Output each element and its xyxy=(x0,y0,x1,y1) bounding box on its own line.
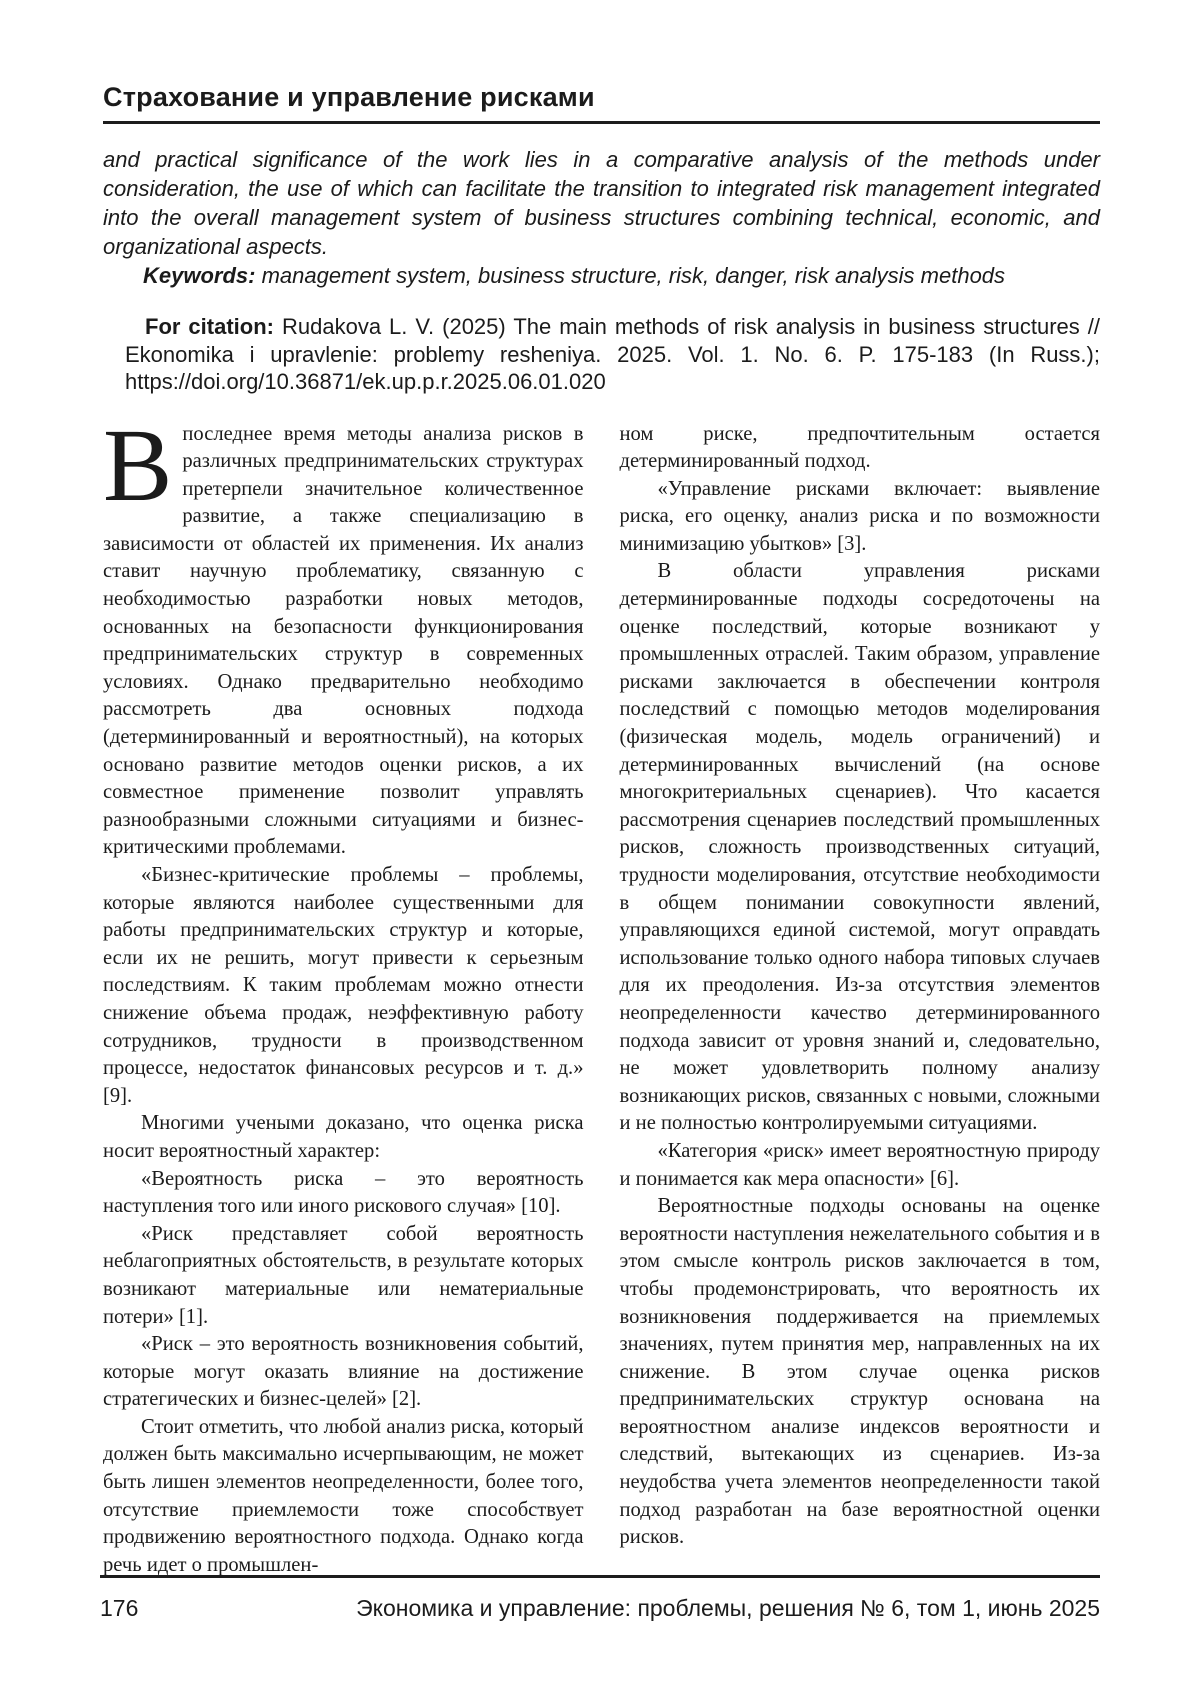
page-footer xyxy=(100,1575,1100,1622)
paragraph-text: последнее время методы анализа рисков в различных предпринимательских структурах претерпели значительное количественное развитие, а также специализацию в зависимости от областей их применения. Их анализ ставит научную проблематику, связанную с необходимостью разработки новых методов, основанных на безопасности функционирования предпринимательских структур в современных условиях. Однако предварительно необходимо рассмотреть два основных подхода (детерминированный и вероятностный), на которых основано развитие методов оценки рисков, а их совместное применение позволит управлять разнообразными сложными ситуациями и бизнес-критическими проблемами. xyxy=(103,422,584,859)
citation-body: Rudakova L. V. (2025) The main methods of risk analysis in business structures // Ekonomika i upravlenie: problemy resheniya. 2025. Vol. 1. No. 6. P. 175-183 (In Russ.); https://doi.org/10.36871/ek.up.p.r.2025.06.01.020 xyxy=(125,314,1100,394)
journal-line: Экономика и управление: проблемы, решения № 6, том 1, июнь 2025 xyxy=(356,1595,1100,1621)
paragraph: Многими учеными доказано, что оценка риска носит вероятностный характер: xyxy=(103,1112,584,1162)
abstract-text: and practical significance of the work lies in a comparative analysis of the methods under consideration, the use of which can facilitate the transition to integrated risk management integrated into the overall management system of business structures combining technical, economic, and organizational aspects. xyxy=(103,147,1100,259)
paragraph: Вероятностные подходы основаны на оценке вероятности наступления нежелательного события и в этом смысле контроль рисков заключается в том, чтобы продемонстрировать, что вероятность их возникновения поддерживается на приемлемых значениях, путем принятия мер, направленных на их снижение. В этом случае оценка рисков предпринимательских структур основана на вероятностном анализе индексов вероятности и следствий, вытекающих из сценариев. Из-за неудобства учета элементов неопределенности такой подход разработан на базе вероятностной оценки рисков. xyxy=(619,1195,1100,1549)
paragraph: В области управления рисками детерминированные подходы сосредоточены на оценке последствий, которые возникают у промышленных отраслей. Таким образом, управление рисками заключается в обеспечении контроля последствий с помощью методов моделирования (физическая модель, модель ограничений) и детерминированных вычислений (на основе многокритериальных сценариев). Что касается рассмотрения сценариев последствий промышленных рисков, сложность производственных ситуаций, трудности моделирования, отсутствие необходимости в общем понимании совокупности явлений, управляющихся единой системой, могут оправдать использование только одного набора типовых случаев для их преодоления. Из-за отсутствия элементов неопределенности качество детерминированного подхода зависит от уровня знаний и, следовательно, не может удовлетворить полному анализу возникающих рисков, связанных с новыми, сложными и не полностью контролируемыми ситуациями. xyxy=(619,560,1100,1135)
paragraph: «Риск – это вероятность возникновения событий, которые могут оказать влияние на достижение стратегических и бизнес-целей» [2]. xyxy=(103,1333,584,1411)
keywords-line xyxy=(103,261,1100,290)
paragraph: ном риске, предпочтительным остается детерминированный подход. xyxy=(619,422,1100,473)
page-header xyxy=(103,82,1100,124)
paragraph: «Бизнес-критические проблемы – проблемы, которые являются наиболее существенными для работы предпринимательских структур и которые, если их не решить, могут привести к серьезным последствиям. К таким проблемам можно отнести снижение объема продаж, неэффективную работу сотрудников, трудности в производственном процессе, недостаток финансовых ресурсов и т. д.» [9]. xyxy=(103,864,584,1107)
citation-label: For citation: xyxy=(145,314,274,339)
paragraph: «Вероятность риска – это вероятность наступления того или иного рискового случая» [10]. xyxy=(103,1167,584,1218)
header-rule xyxy=(103,121,1100,124)
paragraph: «Категория «риск» имеет вероятностную природу и понимается как мера опасности» [6]. xyxy=(619,1139,1100,1190)
article-body xyxy=(103,421,1100,1580)
section-title: Страхование и управление рисками xyxy=(103,82,595,112)
abstract-block xyxy=(103,145,1100,290)
drop-cap: В xyxy=(103,420,173,523)
paragraph xyxy=(103,421,584,863)
column-right xyxy=(620,421,1101,1580)
keywords-label: Keywords: xyxy=(143,263,256,288)
paragraph: «Управление рисками включает: выявление риска, его оценку, анализ риска и по возможности минимизацию убытков» [3]. xyxy=(619,477,1100,555)
citation-block xyxy=(125,313,1100,396)
citation-text xyxy=(125,313,1100,396)
keywords-text: management system, business structure, risk, danger, risk analysis methods xyxy=(261,263,1006,288)
paragraph: Стоит отметить, что любой анализ риска, который должен быть максимально исчерпывающим, не может быть лишен элементов неопределенности, более того, отсутствие приемлемости тоже способствует продвижению вероятностного подхода. Однако когда речь идет о промышлен- xyxy=(103,1415,584,1576)
page-number: 176 xyxy=(100,1595,139,1621)
column-left xyxy=(103,421,584,1580)
paragraph: «Риск представляет собой вероятность неблагоприятных обстоятельств, в результате которых возникают материальные или нематериальные потери» [1]. xyxy=(103,1222,584,1328)
